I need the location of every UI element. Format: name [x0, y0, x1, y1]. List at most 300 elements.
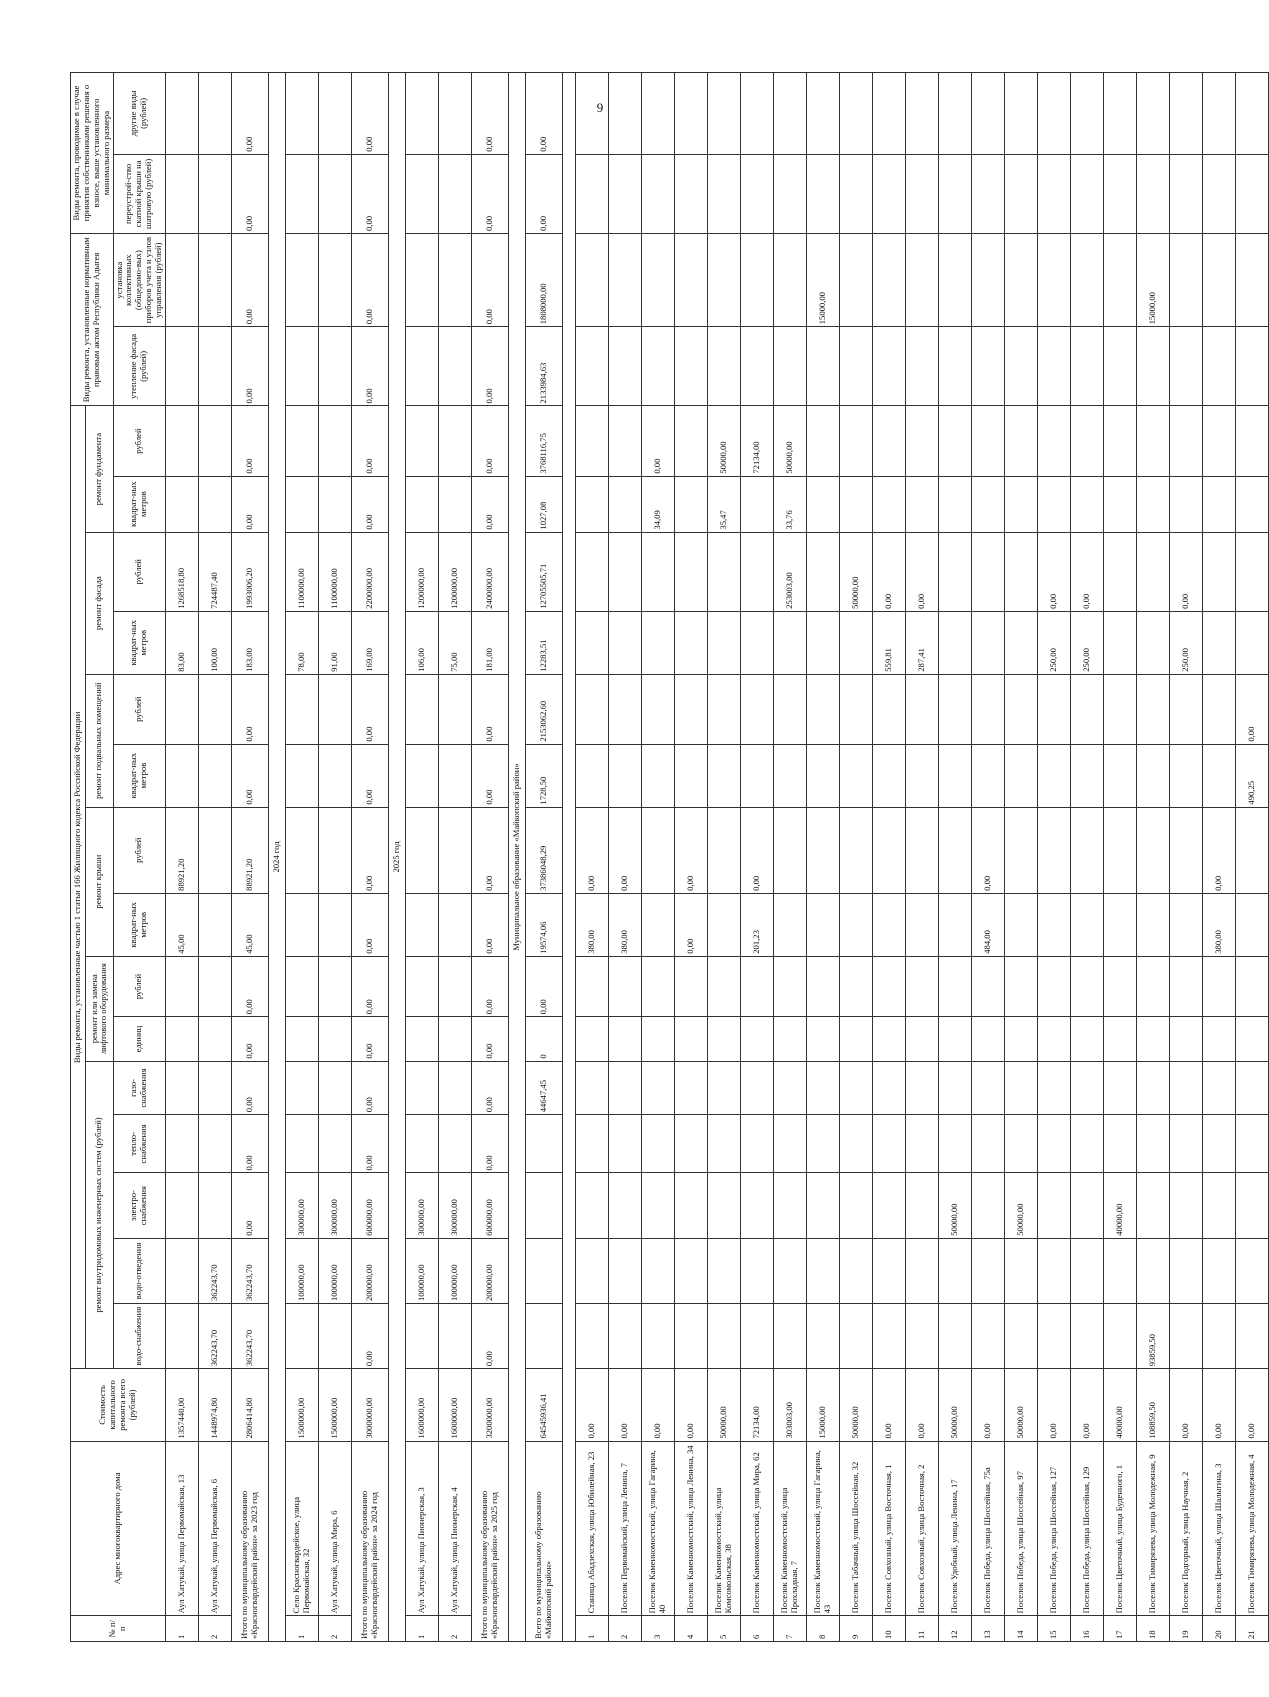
cell-rs [773, 893, 806, 956]
cell-met: 15000,00 [1136, 234, 1169, 327]
cell-cost: 50000,00 [707, 1369, 740, 1441]
cell-dr [318, 406, 351, 476]
total-reb: 0,00 [525, 154, 562, 233]
cell-reb [905, 154, 938, 233]
cell-br [674, 674, 707, 744]
cell-ds [1235, 476, 1268, 532]
cell-lu [872, 1017, 905, 1061]
cell-ds [1169, 476, 1202, 532]
cell-dr [872, 406, 905, 476]
cell-el [971, 1173, 1004, 1238]
cell-dr [839, 406, 872, 476]
cell-fr [971, 532, 1004, 611]
total-lr: 0,00 [231, 956, 268, 1017]
header-electric: электро-снабжения [113, 1173, 165, 1238]
cell-fs [740, 611, 773, 674]
total-lr: 0,00 [471, 956, 508, 1017]
cell-gs [707, 1061, 740, 1115]
cell-wd [641, 1238, 674, 1303]
cell-rs [405, 893, 438, 956]
cell-rs [872, 893, 905, 956]
cell-el: 40000,00 [1103, 1173, 1136, 1238]
cell-oth [839, 73, 872, 155]
total-wd [525, 1238, 562, 1303]
cell-fs [707, 611, 740, 674]
cell-cost: 15000,00 [806, 1369, 839, 1441]
cell-fr: 0,00 [1070, 532, 1103, 611]
cell-br [1037, 674, 1070, 744]
cell-ins [1103, 327, 1136, 406]
cell-bs [839, 744, 872, 807]
cell-ws [674, 1304, 707, 1369]
cell-rr [872, 807, 905, 893]
cell-rs: 380,00 [1202, 893, 1235, 956]
cell-oth [405, 73, 438, 155]
cell-rr [285, 807, 318, 893]
cell-br [575, 674, 608, 744]
cell-fr [1235, 532, 1268, 611]
cell-ins [872, 327, 905, 406]
cell-bs [1103, 744, 1136, 807]
cell-rr [1136, 807, 1169, 893]
cell-rr [1037, 807, 1070, 893]
cell-lr [1202, 956, 1235, 1017]
cell-cost: 50000,00 [839, 1369, 872, 1441]
cell-cost: 1600000,00 [405, 1369, 438, 1441]
cell-dr [438, 406, 471, 476]
cell-bs [405, 744, 438, 807]
header-lift-rub: рублей [113, 956, 165, 1017]
table-row [1037, 73, 1070, 1642]
cell-rr [1103, 807, 1136, 893]
cell-ht [575, 1115, 608, 1173]
total-fr: 2400000,00 [471, 532, 508, 611]
cell-br [872, 674, 905, 744]
total-ht: 0,00 [351, 1115, 388, 1173]
cell-lr [641, 956, 674, 1017]
cell-rr [405, 807, 438, 893]
cell-ht [872, 1115, 905, 1173]
cell-el [674, 1173, 707, 1238]
cell-lu [285, 1017, 318, 1061]
cell-ins [1202, 327, 1235, 406]
cell-wd: 100000,00 [405, 1238, 438, 1303]
cell-wd: 362243,70 [198, 1238, 231, 1303]
cell-lu [405, 1017, 438, 1061]
cell-fs: 250,00 [1169, 611, 1202, 674]
cell-bs [740, 744, 773, 807]
cell-bs [707, 744, 740, 807]
row-address: Аул Хатукай, улица Пионерская, 3 [405, 1441, 438, 1616]
row-number: 14 [1004, 1616, 1037, 1642]
header-basement: ремонт подвальных помещений [86, 674, 113, 807]
cell-oth [285, 73, 318, 155]
cell-wd: 100000,00 [318, 1238, 351, 1303]
table-row [971, 73, 1004, 1642]
cell-ht [608, 1115, 641, 1173]
cell-met [1037, 234, 1070, 327]
cell-reb [198, 154, 231, 233]
cell-gs [198, 1061, 231, 1115]
row-number: 5 [707, 1616, 740, 1642]
cell-wd [1235, 1238, 1268, 1303]
cell-dr [608, 406, 641, 476]
total-ins: 0,00 [471, 327, 508, 406]
cell-rr [1169, 807, 1202, 893]
cell-rr [773, 807, 806, 893]
cell-dr: 50000,00 [773, 406, 806, 476]
cell-gs [1070, 1061, 1103, 1115]
cell-ws [641, 1304, 674, 1369]
cell-reb [405, 154, 438, 233]
total-el [525, 1173, 562, 1238]
cell-fr [806, 532, 839, 611]
cell-rs [198, 893, 231, 956]
total-ht [525, 1115, 562, 1173]
cell-ws [806, 1304, 839, 1369]
total-label: Всего по муниципальному образованию «Майкопский район» [525, 1441, 562, 1641]
table-row [1004, 73, 1037, 1642]
cell-br [405, 674, 438, 744]
cell-ws [905, 1304, 938, 1369]
total-ht: 0,00 [231, 1115, 268, 1173]
cell-ws [839, 1304, 872, 1369]
cell-met [405, 234, 438, 327]
cell-reb [971, 154, 1004, 233]
cell-ht [674, 1115, 707, 1173]
cell-lr [905, 956, 938, 1017]
cell-reb [641, 154, 674, 233]
cell-ins [575, 327, 608, 406]
row-address: Поселок Каменномостский, улица Прохладная, 7 [773, 1441, 806, 1616]
row-address: Поселок Цветочный, улица Шалыгина, 3 [1202, 1441, 1235, 1616]
total-bs: 0,00 [351, 744, 388, 807]
cell-ins [674, 327, 707, 406]
cell-rr [905, 807, 938, 893]
cell-ws [1004, 1304, 1037, 1369]
cell-lu [608, 1017, 641, 1061]
cell-reb [1004, 154, 1037, 233]
header-lift-units: единиц [113, 1017, 165, 1061]
cell-fs: 106,00 [405, 611, 438, 674]
cell-oth [707, 73, 740, 155]
row-number: 21 [1235, 1616, 1268, 1642]
cell-fs [806, 611, 839, 674]
cell-bs [1136, 744, 1169, 807]
row-number: 6 [740, 1616, 773, 1642]
cell-oth [1070, 73, 1103, 155]
total-met: 0,00 [351, 234, 388, 327]
cell-reb [165, 154, 198, 233]
cell-dr [575, 406, 608, 476]
cell-cost: 1500000,00 [285, 1369, 318, 1441]
cell-fs [1136, 611, 1169, 674]
cell-cost: 50000,00 [938, 1369, 971, 1441]
header-foundation: ремонт фундамента [86, 406, 113, 532]
cell-reb [1070, 154, 1103, 233]
cell-fr: 1100000,00 [285, 532, 318, 611]
row-address: Поселок Совхозный, улица Восточная, 1 [872, 1441, 905, 1616]
header-lift: ремонт или замена лифтового оборудования [86, 956, 113, 1061]
cell-reb [806, 154, 839, 233]
cell-wd [1136, 1238, 1169, 1303]
cell-rs [438, 893, 471, 956]
cell-ws: 93859,50 [1136, 1304, 1169, 1369]
cell-ins [806, 327, 839, 406]
cell-el [839, 1173, 872, 1238]
cell-ws [938, 1304, 971, 1369]
cell-fs [641, 611, 674, 674]
header-engineering: ремонт внутридомовых инженерных систем (рублей) [86, 1061, 113, 1369]
cell-dr [198, 406, 231, 476]
cell-ds [285, 476, 318, 532]
cell-wd [1004, 1238, 1037, 1303]
total-lr: 0,00 [525, 956, 562, 1017]
cell-ds [1202, 476, 1235, 532]
cell-br [806, 674, 839, 744]
cell-met: 15000,00 [806, 234, 839, 327]
cell-gs [1004, 1061, 1037, 1115]
cell-ins [740, 327, 773, 406]
header-roof: ремонт крыши [86, 807, 113, 956]
cell-reb [773, 154, 806, 233]
cell-bs [165, 744, 198, 807]
total-el: 0,00 [231, 1173, 268, 1238]
cell-met [773, 234, 806, 327]
cell-lr [806, 956, 839, 1017]
total-ws [525, 1304, 562, 1369]
cell-oth [1235, 73, 1268, 155]
header-water-drain: водо-отведения [113, 1238, 165, 1303]
row-number: 9 [839, 1616, 872, 1642]
cell-wd [773, 1238, 806, 1303]
cell-ws [438, 1304, 471, 1369]
cell-gs [641, 1061, 674, 1115]
total-met: 0,00 [231, 234, 268, 327]
cell-lr [285, 956, 318, 1017]
total-gs: 0,00 [471, 1061, 508, 1115]
cell-rr [438, 807, 471, 893]
total-rs: 45,00 [231, 893, 268, 956]
cell-wd [740, 1238, 773, 1303]
cell-lr [740, 956, 773, 1017]
cell-cost: 0,00 [872, 1369, 905, 1441]
header-foundation-sqm: квадрат-ных метров [113, 476, 165, 532]
table-row [839, 73, 872, 1642]
cell-met [641, 234, 674, 327]
cell-fr [1103, 532, 1136, 611]
cell-oth [1004, 73, 1037, 155]
cell-fr: 1200000,00 [405, 532, 438, 611]
cell-reb [1169, 154, 1202, 233]
header-rebuild: переустрой-ство скатной крыши на шатровую (рублей) [113, 154, 165, 233]
cell-lr [938, 956, 971, 1017]
cell-lu [806, 1017, 839, 1061]
cell-met [1235, 234, 1268, 327]
cell-ws [707, 1304, 740, 1369]
cell-rr [938, 807, 971, 893]
table-row [872, 73, 905, 1642]
cell-ds [1103, 476, 1136, 532]
cell-ws [1169, 1304, 1202, 1369]
cell-ws [1037, 1304, 1070, 1369]
cell-dr [971, 406, 1004, 476]
cell-fr: 724487,40 [198, 532, 231, 611]
cell-ht [405, 1115, 438, 1173]
total-ins: 2133984,63 [525, 327, 562, 406]
cell-met [674, 234, 707, 327]
cell-dr [1136, 406, 1169, 476]
row-number: 16 [1070, 1616, 1103, 1642]
cell-cost: 0,00 [1202, 1369, 1235, 1441]
total-row [351, 73, 388, 1642]
cell-el: 300000,00 [318, 1173, 351, 1238]
cell-oth [806, 73, 839, 155]
cell-fr: 0,00 [1169, 532, 1202, 611]
cell-cost: 0,00 [1037, 1369, 1070, 1441]
cell-ds [938, 476, 971, 532]
cell-cost: 0,00 [971, 1369, 1004, 1441]
cell-wd [905, 1238, 938, 1303]
cell-br [1169, 674, 1202, 744]
cell-el [575, 1173, 608, 1238]
cell-lu [1004, 1017, 1037, 1061]
cell-lu [198, 1017, 231, 1061]
cell-lu [165, 1017, 198, 1061]
cell-reb [707, 154, 740, 233]
cell-lr [405, 956, 438, 1017]
repair-plan-sheet [70, 72, 1256, 1642]
row-address: Поселок Первомайский, улица Ленина, 7 [608, 1441, 641, 1616]
cell-met [1004, 234, 1037, 327]
cell-rs: 484,00 [971, 893, 1004, 956]
table-row [938, 73, 971, 1642]
cell-bs [641, 744, 674, 807]
cell-oth [1136, 73, 1169, 155]
cell-el [806, 1173, 839, 1238]
cell-br [1004, 674, 1037, 744]
cell-rr: 0,00 [1202, 807, 1235, 893]
cell-fr: 50000,00 [839, 532, 872, 611]
total-ds: 0,00 [351, 476, 388, 532]
total-fs: 12283,51 [525, 611, 562, 674]
total-oth: 0,00 [525, 73, 562, 155]
cell-lr [318, 956, 351, 1017]
cell-gs [165, 1061, 198, 1115]
cell-rr [1070, 807, 1103, 893]
cell-fs [674, 611, 707, 674]
total-br: 0,00 [231, 674, 268, 744]
row-number: 8 [806, 1616, 839, 1642]
total-rr: 0,00 [471, 807, 508, 893]
total-dr: 0,00 [231, 406, 268, 476]
total-ht: 0,00 [471, 1115, 508, 1173]
cell-lu [674, 1017, 707, 1061]
header-num: № п/п [71, 1616, 166, 1642]
row-number: 1 [285, 1616, 318, 1642]
cell-met [608, 234, 641, 327]
cell-ht [1004, 1115, 1037, 1173]
cell-ins [1037, 327, 1070, 406]
table-row [1103, 73, 1136, 1642]
cell-br [198, 674, 231, 744]
row-number: 7 [773, 1616, 806, 1642]
cell-ds [1004, 476, 1037, 532]
row-number: 1 [405, 1616, 438, 1642]
cell-br [165, 674, 198, 744]
total-wd: 200000,00 [351, 1238, 388, 1303]
total-ws: 0,00 [471, 1304, 508, 1369]
row-address: Поселок Удобный, улица Ленина, 17 [938, 1441, 971, 1616]
cell-rr [806, 807, 839, 893]
row-address: Аул Хатукай, улица Первомайская, 13 [165, 1441, 198, 1616]
cell-cost: 0,00 [608, 1369, 641, 1441]
cell-br [641, 674, 674, 744]
cell-dr [1037, 406, 1070, 476]
cell-ht [438, 1115, 471, 1173]
cell-lu [971, 1017, 1004, 1061]
cell-fr [608, 532, 641, 611]
cell-el [773, 1173, 806, 1238]
cell-lr [165, 956, 198, 1017]
cell-fs: 250,00 [1070, 611, 1103, 674]
cell-ds [438, 476, 471, 532]
cell-ws [608, 1304, 641, 1369]
cell-cost: 40000,00 [1103, 1369, 1136, 1441]
cell-lu [905, 1017, 938, 1061]
cell-bs [938, 744, 971, 807]
cell-ds [1136, 476, 1169, 532]
cell-ins [608, 327, 641, 406]
row-address: Село Красногвардейское, улица Первомайская, 32 [285, 1441, 318, 1616]
cell-rs [641, 893, 674, 956]
cell-lu [773, 1017, 806, 1061]
cell-oth [438, 73, 471, 155]
row-number: 17 [1103, 1616, 1136, 1642]
total-label: Итого по муниципальному образованию «Красногвардейский район» за 2025 год [471, 1441, 508, 1641]
total-gs: 0,00 [351, 1061, 388, 1115]
total-el: 600000,00 [351, 1173, 388, 1238]
header-facade: ремонт фасада [86, 532, 113, 674]
cell-el [1169, 1173, 1202, 1238]
cell-cost: 72134,00 [740, 1369, 773, 1441]
cell-rr: 0,00 [575, 807, 608, 893]
cell-lu [575, 1017, 608, 1061]
cell-ws [1235, 1304, 1268, 1369]
spacer-cell [562, 73, 575, 1642]
cell-wd [1037, 1238, 1070, 1303]
cell-el [740, 1173, 773, 1238]
cell-gs [839, 1061, 872, 1115]
header-facade-rub: рублей [113, 532, 165, 611]
cell-dr [1169, 406, 1202, 476]
cell-wd: 100000,00 [285, 1238, 318, 1303]
cell-bs [806, 744, 839, 807]
cell-lu [318, 1017, 351, 1061]
cell-rs [1070, 893, 1103, 956]
cell-met [165, 234, 198, 327]
total-lu: 0,00 [351, 1017, 388, 1061]
cell-reb [839, 154, 872, 233]
cell-cost: 50000,00 [1004, 1369, 1037, 1441]
cell-reb [872, 154, 905, 233]
cell-fs: 559,81 [872, 611, 905, 674]
cell-el [1202, 1173, 1235, 1238]
cell-lu [839, 1017, 872, 1061]
table-row [1235, 73, 1268, 1642]
cell-dr [405, 406, 438, 476]
cell-ht [165, 1115, 198, 1173]
